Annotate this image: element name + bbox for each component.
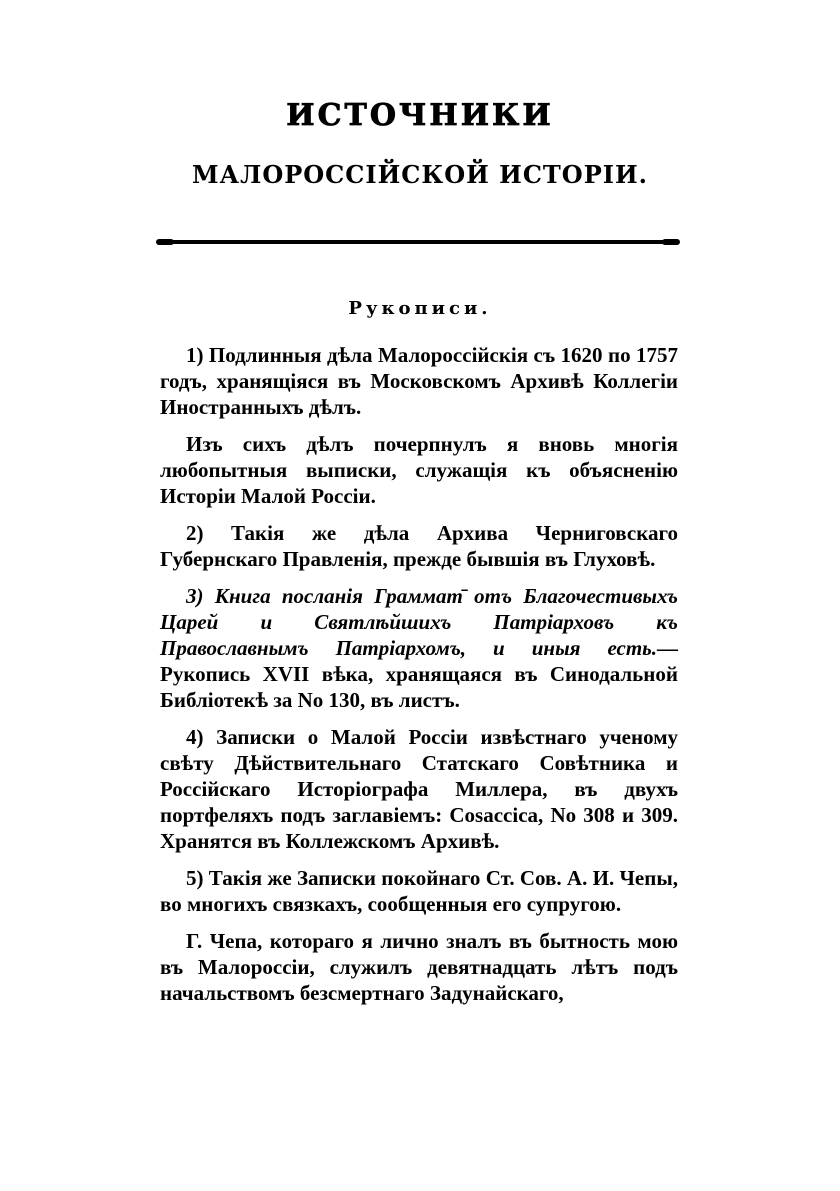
paragraph-5: 4) Записки о Малой Россіи извѣстнаго ученому свѣту Дѣйствительнаго Статскаго Совѣтника и Россійскаго Исторіографа Миллера, въ двухъ портфеляхъ подъ заглавіемъ: Cosaccica, No 308 и 309. Хранятся въ Коллежскомъ Архивѣ. xyxy=(160,725,678,853)
book-title-italic: 3) Книга посланія Граммат̄ отъ Благочестивыхъ Царей и Святлѣйшихъ Патріарховъ къ Православнымъ Патріархомъ, и иныя есть. xyxy=(160,584,678,660)
book-description: — Рукопись XVII вѣка, хранящаяся въ Синодальной Библіотекѣ за No 130, въ листъ. xyxy=(160,636,678,712)
paragraph-2: Изъ сихъ дѣлъ почерпнулъ я вновь многія любопытныя выписки, служащія къ объясненію Исторіи Малой Россіи. xyxy=(160,432,678,508)
page-subtitle: МАЛОРОССІЙСКОЙ ИСТОРІИ. xyxy=(191,160,649,189)
decorative-rule xyxy=(160,240,676,244)
section-heading: Рукописи. xyxy=(348,298,492,319)
paragraph-1: 1) Подлинныя дѣла Малороссійскія съ 1620 по 1757 годъ, хранящіяся въ Московскомъ Архивѣ Коллегіи Иностранныхъ дѣлъ. xyxy=(160,343,678,419)
paragraph-7: Г. Чепа, котораго я лично зналъ въ бытность мою въ Малороссіи, служилъ девятнадцать лѣтъ подъ начальствомъ безсмертнаго Задунайскаго, xyxy=(160,929,678,1005)
paragraph-6: 5) Такія же Записки покойнаго Ст. Сов. А. И. Чепы, во многихъ связкахъ, сообщенныя его супругою. xyxy=(160,866,678,916)
paragraph-3: 2) Такія же дѣла Архива Черниговскаго Губернскаго Правленія, прежде бывшія въ Глуховѣ. xyxy=(160,521,678,571)
body-text xyxy=(160,342,678,1017)
paragraph-4 xyxy=(160,583,678,713)
page-title: ИСТОЧНИКИ xyxy=(286,98,554,133)
